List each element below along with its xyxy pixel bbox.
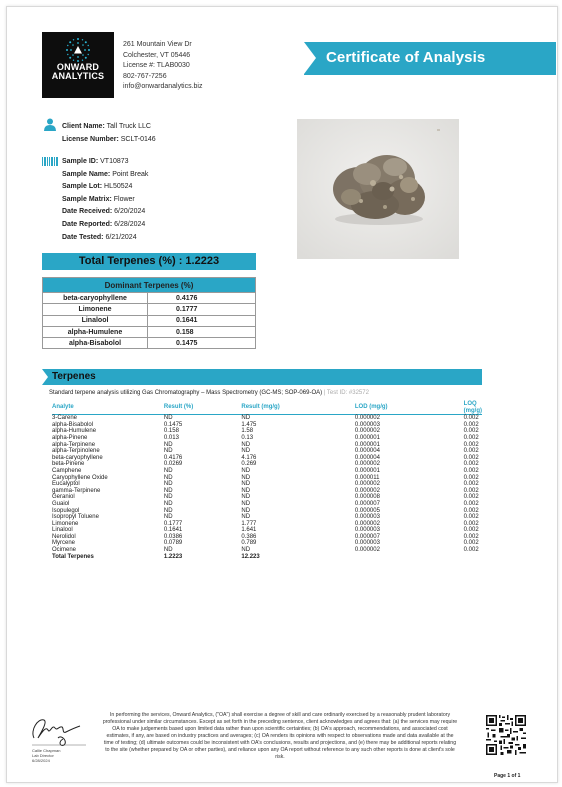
lod-cell: 0.000002 bbox=[354, 461, 380, 468]
result-mgg-cell: ND bbox=[241, 441, 251, 448]
person-icon bbox=[44, 118, 56, 131]
analyte-cell: alpha-Terpinolene bbox=[52, 448, 100, 455]
loq-cell: 0.002 bbox=[463, 494, 479, 501]
analyte-cell: Nerolidol bbox=[52, 533, 76, 540]
table-row bbox=[52, 481, 482, 488]
result-pct-cell: ND bbox=[163, 415, 173, 422]
column-header-result-mgg: Result (mg/g) bbox=[241, 401, 355, 415]
total-row bbox=[52, 554, 482, 561]
result-pct-cell: 0.1777 bbox=[163, 520, 183, 527]
analyte-cell: beta-Pinene bbox=[52, 461, 85, 468]
lod-cell: 0.000001 bbox=[354, 434, 380, 441]
analyte-cell: Isopulegol bbox=[52, 507, 80, 514]
signer-block bbox=[32, 748, 60, 763]
lod-cell: 0.000011 bbox=[354, 474, 380, 481]
result-mgg-cell: ND bbox=[241, 507, 251, 514]
legal-disclaimer: In performing the services, Onward Analytics, ("OA") shall exercise a degree of skill and care ordinarily exercised by a reasonably prudent laboratory professional under similar circumstances. Except as set forth in the preceding sentence, client acknowledges and agrees that: (a) the services may require OA to make judgements based upon limited data rather than upon scientific certainties; (b) OA's approach, recommendations, and associated cost estimates, if any, are based on industry practices and averages; (c) OA renders its opinions with respect to observations made and data available at the time of testing; (d) ultimate outcomes could be inconsistent with OA's conclusions, results and projections, and (e) there may be additional reports relating to the site (whether prepared by OA or other parties), and reliance upon any OA report without reference to any such other reports is done at client's sole risk. bbox=[102, 712, 458, 760]
result-mgg-cell: ND bbox=[241, 448, 251, 455]
logo-text-analytics: ANALYTICS bbox=[51, 71, 105, 81]
date-received-value: 6/20/2024 bbox=[114, 208, 146, 216]
table-row bbox=[52, 501, 482, 508]
terpenes-section-title: Terpenes bbox=[52, 371, 96, 382]
analyte-cell: alpha-Humulene bbox=[52, 428, 97, 435]
date-reported-value: 6/28/2024 bbox=[114, 220, 146, 228]
result-mgg-cell: 0.789 bbox=[241, 540, 257, 547]
table-row bbox=[43, 304, 256, 315]
loq-cell: 0.002 bbox=[463, 428, 479, 435]
table-row bbox=[52, 494, 482, 501]
table-row bbox=[52, 527, 482, 534]
column-header-lod: LOD (mg/g) bbox=[355, 401, 464, 415]
lod-cell: 0.000005 bbox=[354, 507, 380, 514]
result-mgg-cell: ND bbox=[241, 481, 251, 488]
terpenes-section-header bbox=[42, 369, 482, 385]
result-pct-cell: 0.0386 bbox=[163, 533, 183, 540]
table-row bbox=[52, 468, 482, 475]
result-pct-cell: 0.1641 bbox=[163, 527, 183, 534]
loq-cell: 0.002 bbox=[463, 547, 479, 554]
signer-date: 6/28/2024 bbox=[32, 758, 50, 763]
loq-cell: 0.002 bbox=[463, 500, 479, 507]
table-row bbox=[43, 315, 256, 326]
analyte-cell: Linalool bbox=[52, 527, 73, 534]
lod-cell: 0.000002 bbox=[354, 520, 380, 527]
lod-cell: 0.000002 bbox=[354, 428, 380, 435]
analyte-cell: alpha-Terpinene bbox=[52, 441, 96, 448]
signature-image bbox=[28, 712, 88, 748]
method-text: Standard terpene analysis utilizing Gas Chromatography – Mass Spectrometry (GC-MS; SOP-069-OA) bbox=[49, 390, 323, 396]
table-row bbox=[52, 435, 482, 442]
terpene-value: 0.158 bbox=[148, 326, 256, 337]
result-mgg-cell: ND bbox=[241, 500, 251, 507]
analyte-cell: alpha-Pinene bbox=[52, 434, 88, 441]
result-mgg-cell: 12.223 bbox=[241, 553, 260, 560]
lod-cell: 0.000007 bbox=[354, 533, 380, 540]
table-row bbox=[52, 475, 482, 482]
lab-address-line1: 261 Mountain View Dr bbox=[123, 41, 192, 48]
terpene-value: 0.1777 bbox=[148, 304, 256, 315]
qr-code[interactable] bbox=[486, 715, 526, 755]
terpene-name: alpha-Bisabolol bbox=[43, 338, 148, 349]
flower-bud-image bbox=[297, 119, 459, 259]
signer-title: Lab Director bbox=[32, 753, 54, 758]
terpene-name: Linalool bbox=[43, 315, 148, 326]
result-pct-cell: 0.0789 bbox=[163, 540, 183, 547]
analyte-cell: Total Terpenes bbox=[52, 553, 94, 560]
sample-photo bbox=[297, 119, 459, 259]
result-pct-cell: ND bbox=[163, 481, 173, 488]
loq-cell: 0.002 bbox=[463, 520, 479, 527]
terpene-value: 0.1641 bbox=[148, 315, 256, 326]
lod-cell: 0.000002 bbox=[354, 415, 380, 422]
table-row bbox=[52, 534, 482, 541]
sample-lot-row bbox=[62, 181, 148, 194]
sample-name-value: Point Break bbox=[112, 170, 149, 178]
analysis-header-row bbox=[52, 401, 482, 415]
terpene-name: alpha-Humulene bbox=[43, 326, 148, 337]
table-row bbox=[52, 442, 482, 449]
total-terpenes-banner: Total Terpenes (%) : 1.2223 bbox=[42, 253, 256, 270]
result-pct-cell: 0.4176 bbox=[163, 454, 183, 461]
analyte-cell: alpha-Bisabolol bbox=[52, 421, 94, 428]
sample-id-label: Sample ID: bbox=[62, 158, 99, 165]
result-mgg-cell: 1.777 bbox=[241, 520, 257, 527]
table-row bbox=[43, 338, 256, 349]
table-row bbox=[52, 547, 482, 554]
loq-cell: 0.002 bbox=[463, 415, 479, 422]
analyte-cell: Geraniol bbox=[52, 494, 75, 501]
dominant-terpenes-table bbox=[42, 277, 256, 349]
analyte-cell: Ocimene bbox=[52, 547, 77, 554]
loq-cell: 0.002 bbox=[463, 540, 479, 547]
result-pct-cell: 0.0269 bbox=[163, 461, 183, 468]
loq-cell: 0.002 bbox=[463, 487, 479, 494]
date-received-label: Date Received: bbox=[62, 208, 113, 216]
date-tested-row bbox=[62, 232, 148, 245]
loq-cell: 0.002 bbox=[463, 514, 479, 521]
analyte-cell: Limonene bbox=[52, 520, 79, 527]
lod-cell: 0.000003 bbox=[354, 527, 380, 534]
sample-id-row bbox=[62, 156, 148, 169]
lab-license: License #: TLAB0030 bbox=[123, 62, 190, 69]
result-pct-cell: ND bbox=[163, 514, 173, 521]
loq-cell bbox=[464, 554, 482, 561]
terpenes-header-notch bbox=[42, 369, 48, 385]
lod-cell: 0.000001 bbox=[354, 467, 380, 474]
document-title: Certificate of Analysis bbox=[326, 49, 486, 66]
sample-lot-value: HL50524 bbox=[104, 183, 133, 191]
result-mgg-cell: 0.386 bbox=[241, 533, 257, 540]
dominant-terpenes-header-row bbox=[43, 278, 256, 293]
analyte-cell: Myrcene bbox=[52, 540, 76, 547]
table-row bbox=[43, 293, 256, 304]
result-mgg-cell: ND bbox=[241, 474, 251, 481]
sample-id-value: VT10873 bbox=[100, 158, 129, 165]
analyte-cell: Guaiol bbox=[52, 500, 70, 507]
loq-cell: 0.002 bbox=[463, 434, 479, 441]
table-row bbox=[52, 508, 482, 515]
result-pct-cell: 0.158 bbox=[163, 428, 179, 435]
analyte-cell: Camphene bbox=[52, 467, 82, 474]
client-license-value: SCLT-0146 bbox=[120, 136, 156, 143]
analyte-cell: 3-Carene bbox=[52, 415, 78, 422]
table-row bbox=[52, 488, 482, 495]
result-mgg-cell: ND bbox=[241, 415, 251, 422]
dominant-terpenes-title: Dominant Terpenes (%) bbox=[43, 278, 256, 293]
column-header-result-pct: Result (%) bbox=[164, 401, 241, 415]
date-received-row bbox=[62, 206, 148, 219]
analyte-cell: gamma-Terpinene bbox=[52, 487, 101, 494]
result-mgg-cell: ND bbox=[241, 487, 251, 494]
loq-cell: 0.002 bbox=[463, 481, 479, 488]
table-row bbox=[52, 461, 482, 468]
column-header-analyte: Analyte bbox=[52, 401, 164, 415]
sample-matrix-value: Flower bbox=[113, 195, 135, 203]
table-row bbox=[52, 448, 482, 455]
result-mgg-cell: 0.269 bbox=[241, 461, 257, 468]
lod-cell: 0.000001 bbox=[354, 441, 380, 448]
analyte-cell: Isopropyl Toluene bbox=[52, 514, 99, 521]
lod-cell: 0.000003 bbox=[354, 514, 380, 521]
sample-matrix-label: Sample Matrix: bbox=[62, 195, 112, 203]
result-pct-cell: ND bbox=[163, 494, 173, 501]
loq-cell: 0.002 bbox=[463, 441, 479, 448]
loq-cell: 0.002 bbox=[463, 474, 479, 481]
loq-cell: 0.002 bbox=[463, 461, 479, 468]
date-tested-label: Date Tested: bbox=[62, 233, 104, 241]
terpene-analysis-table bbox=[52, 401, 482, 560]
method-description: Standard terpene analysis utilizing Gas Chromatography – Mass Spectrometry (GC-MS; SOP-069-OA) | Test ID: #32572 bbox=[49, 390, 369, 396]
loq-cell: 0.002 bbox=[463, 507, 479, 514]
lod-cell: 0.000003 bbox=[354, 421, 380, 428]
lod-cell bbox=[355, 554, 464, 561]
lod-cell: 0.000004 bbox=[354, 448, 380, 455]
lod-cell: 0.000002 bbox=[354, 481, 380, 488]
lod-cell: 0.000007 bbox=[354, 500, 380, 507]
result-pct-cell: ND bbox=[163, 487, 173, 494]
lod-cell: 0.000008 bbox=[354, 494, 380, 501]
client-name-value: Tall Truck LLC bbox=[106, 123, 151, 130]
loq-cell: 0.002 bbox=[463, 533, 479, 540]
result-mgg-cell: 4.176 bbox=[241, 454, 257, 461]
column-header-loq: LOQ (mg/g) bbox=[463, 401, 482, 414]
result-mgg-cell: 1.58 bbox=[241, 428, 254, 435]
result-pct-cell: ND bbox=[163, 467, 173, 474]
table-row bbox=[52, 521, 482, 528]
terpene-name: beta-caryophyllene bbox=[43, 293, 148, 304]
barcode-icon bbox=[42, 157, 58, 166]
terpene-value: 0.1475 bbox=[148, 338, 256, 349]
lod-cell: 0.000002 bbox=[354, 487, 380, 494]
date-tested-value: 6/21/2024 bbox=[105, 233, 137, 241]
loq-cell: 0.002 bbox=[463, 467, 479, 474]
client-license-label: License Number: bbox=[62, 136, 119, 143]
client-name-label: Client Name: bbox=[62, 123, 105, 130]
sample-matrix-row bbox=[62, 194, 148, 207]
result-mgg-cell: ND bbox=[241, 494, 251, 501]
result-mgg-cell: 1.475 bbox=[241, 421, 257, 428]
loq-cell: 0.002 bbox=[463, 454, 479, 461]
client-name-row bbox=[62, 120, 156, 133]
client-info bbox=[62, 120, 156, 146]
lab-email: info@onwardanalytics.biz bbox=[123, 83, 203, 90]
result-pct-cell: 0.1475 bbox=[163, 421, 183, 428]
loq-cell: 0.002 bbox=[463, 448, 479, 455]
result-pct-cell: ND bbox=[163, 441, 173, 448]
analyte-cell: beta-caryophyllene bbox=[52, 454, 103, 461]
lab-phone: 802-767-7256 bbox=[123, 72, 167, 80]
table-row bbox=[52, 422, 482, 429]
sample-lot-label: Sample Lot: bbox=[62, 183, 103, 191]
table-row bbox=[52, 455, 482, 462]
sample-name-row bbox=[62, 169, 148, 182]
result-mgg-cell: ND bbox=[241, 547, 251, 554]
table-row bbox=[52, 428, 482, 435]
lab-address-block bbox=[123, 40, 202, 93]
terpene-name: Limonene bbox=[43, 304, 148, 315]
result-pct-cell: ND bbox=[163, 474, 173, 481]
test-id: Test ID: #32572 bbox=[326, 390, 369, 396]
result-mgg-cell: ND bbox=[241, 514, 251, 521]
logo-starburst-icon bbox=[65, 37, 91, 63]
sample-name-label: Sample Name: bbox=[62, 170, 111, 178]
result-pct-cell: 1.2223 bbox=[163, 553, 183, 560]
table-row bbox=[43, 326, 256, 337]
result-mgg-cell: 0.13 bbox=[241, 434, 254, 441]
table-row bbox=[52, 514, 482, 521]
result-pct-cell: ND bbox=[163, 500, 173, 507]
analyte-cell: Caryophyllene Oxide bbox=[52, 474, 108, 481]
lab-address-line2: Colchester, VT 05446 bbox=[123, 51, 191, 59]
client-license-row bbox=[62, 133, 156, 146]
date-reported-row bbox=[62, 219, 148, 232]
analyte-cell: Eucalyptol bbox=[52, 481, 80, 488]
lod-cell: 0.000004 bbox=[354, 454, 380, 461]
page-number: Page 1 of 1 bbox=[494, 773, 521, 779]
loq-cell: 0.002 bbox=[463, 421, 479, 428]
lod-cell: 0.000002 bbox=[354, 547, 380, 554]
loq-cell: 0.002 bbox=[463, 527, 479, 534]
sample-info bbox=[62, 156, 148, 244]
logo-text-onward: ONWARD bbox=[56, 62, 100, 72]
title-banner-notch bbox=[304, 42, 316, 74]
result-mgg-cell: 1.641 bbox=[241, 527, 257, 534]
terpene-value: 0.4176 bbox=[148, 293, 256, 304]
result-pct-cell: 0.013 bbox=[163, 434, 179, 441]
lod-cell: 0.000003 bbox=[354, 540, 380, 547]
result-mgg-cell: ND bbox=[241, 467, 251, 474]
result-pct-cell: ND bbox=[163, 448, 173, 455]
table-row bbox=[52, 540, 482, 547]
result-pct-cell: ND bbox=[163, 547, 173, 554]
table-row bbox=[52, 415, 482, 422]
result-pct-cell: ND bbox=[163, 507, 173, 514]
date-reported-label: Date Reported: bbox=[62, 220, 113, 228]
lab-logo bbox=[42, 32, 114, 98]
signer-name: Callie Chapman bbox=[32, 748, 61, 753]
